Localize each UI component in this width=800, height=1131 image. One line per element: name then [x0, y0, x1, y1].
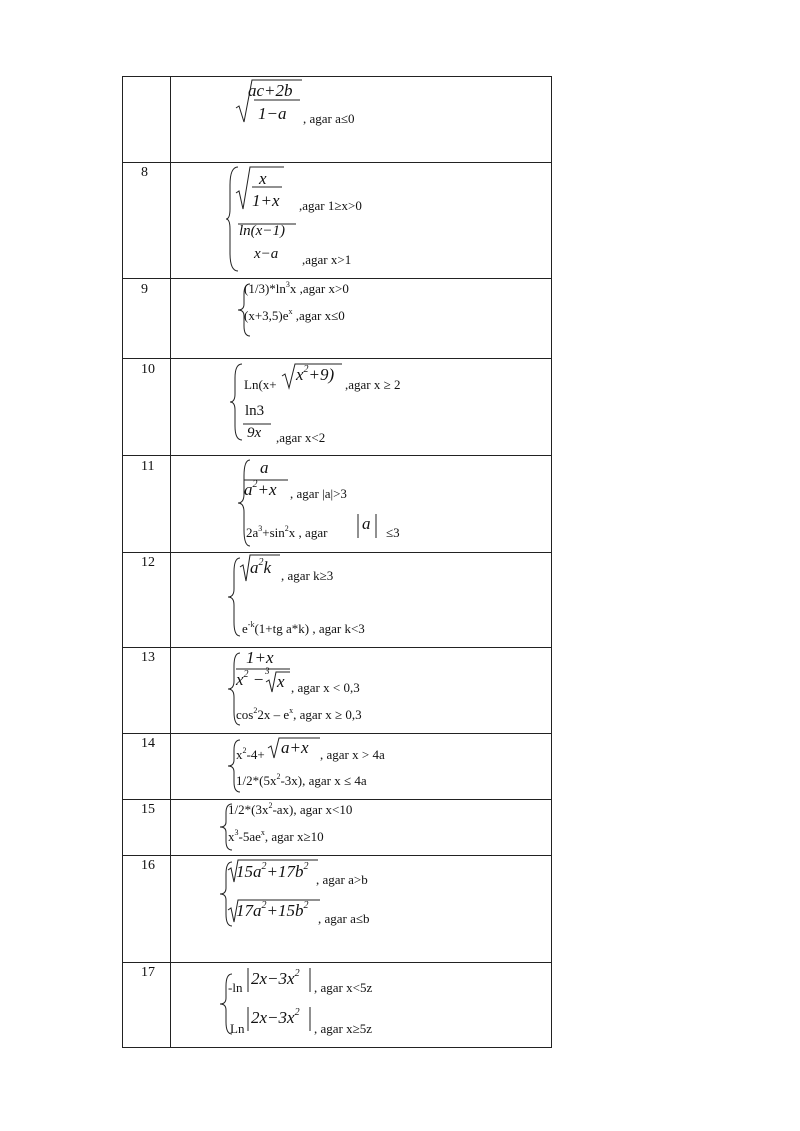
row-line: [122, 855, 551, 856]
piece-expression: $x^2-4+$: [236, 746, 265, 762]
fraction-numerator: ac+2b: [248, 81, 293, 100]
row-number: 15: [141, 802, 155, 817]
fraction-denominator: x−a: [254, 246, 279, 262]
condition-text: ,agar x<2: [276, 430, 326, 445]
row-line: [122, 358, 551, 359]
row-number: 10: [141, 362, 155, 377]
row-line: [122, 278, 551, 279]
condition-text: , agar |a|>3: [290, 486, 347, 501]
radicand: $17a^2+15b^2$: [236, 900, 309, 920]
piece-expression: Ln: [230, 1021, 245, 1036]
condition-text: ,agar x ≥ 2: [345, 377, 401, 392]
piece-expression: $(1/3)*\ln^3x$ ,agar x>0: [244, 280, 349, 296]
condition-text: , agar k≥3: [281, 568, 334, 583]
piece-expression: $1/2*(3x^2-ax)$, agar x<10: [228, 801, 353, 817]
abs-argument: $2x-3x^2$: [251, 1007, 300, 1027]
piece-expression: -ln: [228, 980, 243, 995]
root-index: 3: [265, 666, 270, 676]
row-line: [122, 552, 551, 553]
radicand: a+x: [281, 738, 309, 757]
row-number: 13: [141, 650, 155, 665]
condition-text: ,agar 1≥x>0: [299, 198, 362, 213]
row-number: 8: [141, 165, 148, 180]
fraction-numerator: 1+x: [246, 648, 274, 667]
column-divider: [170, 76, 171, 1048]
row-number: 11: [141, 459, 155, 474]
piece-expression: $2a^3+\sin^2x$ , agar: [246, 524, 328, 540]
row-line: [122, 455, 551, 456]
condition-text: , agar x<5z: [314, 980, 373, 995]
left-brace: [230, 362, 244, 442]
piece-expression: $e^{-k}(1+tg$ a*k) , agar k<3: [242, 620, 365, 636]
fraction-denominator: 9x: [247, 425, 262, 441]
piece-expression: Ln(x+: [244, 377, 277, 392]
fraction-numerator: ln(x−1): [239, 223, 285, 239]
fraction-numerator: a: [260, 458, 269, 477]
radicand: $15a^2+17b^2$: [236, 861, 309, 881]
row-line: [122, 962, 551, 963]
abs-argument: a: [362, 514, 371, 533]
condition-text: , agar a≤0: [303, 111, 355, 126]
row-line: [122, 647, 551, 648]
condition-text: , agar x < 0,3: [291, 680, 360, 695]
formula-table: [122, 76, 552, 1048]
condition-text: ≤3: [386, 525, 400, 540]
piece-expression: $\cos^22x - e^x$, agar x ≥ 0,3: [236, 706, 362, 722]
row-line: [122, 1047, 551, 1048]
row-number: 12: [141, 555, 155, 570]
condition-text: ,agar x>1: [302, 252, 352, 267]
piece-expression: $(x+3,5)e^x$ ,agar x≤0: [244, 307, 345, 323]
row-line: [122, 76, 551, 77]
row-line: [122, 799, 551, 800]
row-line: [122, 733, 551, 734]
fraction-denominator: 1−a: [258, 104, 287, 123]
fraction-denominator: $x^2$ −: [236, 669, 265, 689]
condition-text: , agar x > 4a: [320, 747, 385, 762]
fraction-denominator: $a^2+x$: [244, 479, 277, 499]
radicand: x: [277, 672, 285, 691]
row-number: 16: [141, 858, 155, 873]
radicand: $a^2k$: [250, 557, 272, 577]
condition-text: , agar a>b: [316, 872, 368, 887]
fraction-numerator: x: [259, 169, 267, 188]
fraction-numerator: ln3: [245, 403, 265, 419]
row-number: 14: [141, 736, 155, 751]
condition-text: , agar x≥5z: [314, 1021, 373, 1036]
row-number: 9: [141, 282, 148, 297]
radicand: $x^2+9$): [296, 364, 335, 384]
abs-argument: $2x-3x^2$: [251, 968, 300, 988]
row-line: [122, 162, 551, 163]
piece-expression: $1/2*(5x^2-3x)$, agar x ≤ 4a: [236, 772, 367, 788]
condition-text: , agar a≤b: [318, 911, 370, 926]
row-number: 17: [141, 965, 155, 980]
fraction-denominator: 1+x: [252, 191, 280, 210]
piece-expression: $x^3-5ae^x$, agar x≥10: [228, 828, 324, 844]
